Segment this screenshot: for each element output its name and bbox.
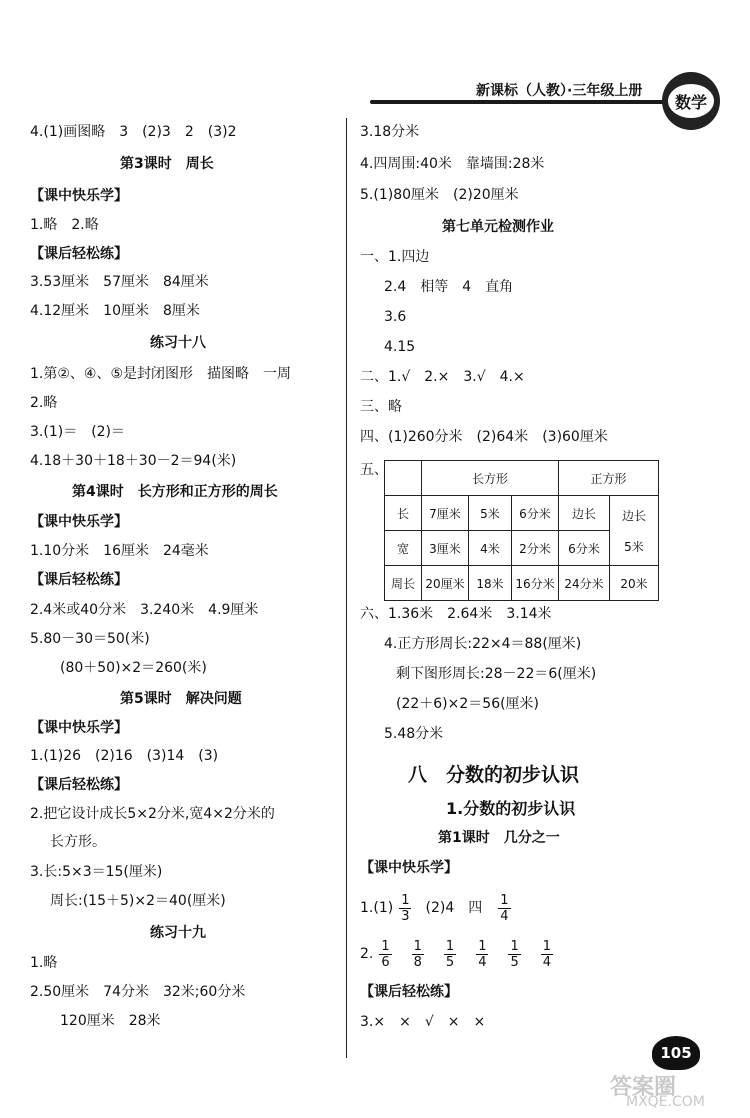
answer-line: 1.略 2.略 [30,217,99,233]
section-label: 【课中快乐学】 [30,514,128,530]
exercise-heading: 练习十九 [150,925,206,941]
answer-line: 四、(1)260分米 (2)64米 (3)60厘米 [360,429,608,445]
answer-line: 2.4米或40分米 3.240米 4.9厘米 [30,602,259,618]
table-cell: 16分米 [512,566,559,601]
fraction: $\frac{1}{5}$ [445,938,455,970]
answer-line: 2.4 相等 4 直角 [384,279,514,295]
answer-line: (80＋50)×2＝260(米) [60,660,207,676]
table-cell: 20米 [610,566,659,601]
row-label: 长 [385,496,422,531]
answer-line: (22＋6)×2＝56(厘米) [396,696,540,712]
answer-line: 1.第②、④、⑤是封闭图形 描图略 一周 [30,366,292,382]
table-cell: 18米 [469,566,512,601]
table-cell: 5米 [469,496,512,531]
lesson-heading: 第3课时 周长 [120,156,214,172]
answer-line: 5.80－30＝50(米) [30,631,150,647]
table-cell: 6分米 [559,531,610,566]
lesson-heading: 第5课时 解决问题 [120,691,242,707]
answer-line: 3.18分米 [360,124,420,140]
table-cell: 20厘米 [422,566,469,601]
answer-line: 5.48分米 [384,726,444,742]
fraction: $\frac{1}{4}$ [478,938,487,970]
fraction: $\frac{1}{3}$ [401,892,410,924]
exercise-heading: 练习十八 [150,335,206,351]
row-label: 宽 [385,531,422,566]
watermark-logo: 答案圈 [610,1075,677,1100]
badge-label: 数学 [674,93,707,112]
section-label: 【课中快乐学】 [360,860,458,876]
answer-line: 4.15 [384,339,416,355]
answer-line: 2.50厘米 74分米 32米;60分米 [30,984,246,1000]
fraction: $\frac{1}{5}$ [510,938,519,970]
math-badge-icon [662,72,720,130]
table-cell: 边长 [621,508,646,523]
answer-line: 5.(1)80厘米 (2)20厘米 [360,187,519,203]
answer-line: 二、1.√ 2.× 3.√ 4.× [360,369,525,385]
answer-line: 六、1.36米 2.64米 3.14米 [360,606,552,622]
section-label: 【课中快乐学】 [30,720,128,736]
answer-line: 周长:(15＋5)×2＝40(厘米) [50,893,226,909]
fraction-answer-2: 2. $\frac{1}{6}$ $\frac{1}{8}$ $\frac{1}{5}$ $\frac{1}{4}$ $\frac{1}{5}$ $\frac{1}{4}$ [360,938,552,970]
answer-line: 三、略 [360,399,402,415]
table-cell: 边长 [559,496,610,531]
section-label: 【课后轻松练】 [360,984,458,1000]
answer-line: 4.12厘米 10厘米 8厘米 [30,303,200,319]
section-label: 【课后轻松练】 [30,777,128,793]
unit-test-heading: 第七单元检测作业 [442,219,554,235]
answer-line: 长方形。 [50,834,106,850]
section-label: 【课后轻松练】 [30,572,128,588]
answer-line: 4.四周围:40米 靠墙围:28米 [360,156,545,172]
page-number: 105 [660,1044,692,1062]
fraction: $\frac{1}{6}$ [381,938,390,970]
answer-line: 剩下图形周长:28－22＝6(厘米) [396,666,597,682]
table-cell: 7厘米 [422,496,469,531]
watermark-url: MXQE.COM [626,1094,705,1110]
fraction-answer-1: 1.(1) $\frac{1}{3}$ (2)4 四 $\frac{1}{4}$ [360,892,509,924]
answer-line: 120厘米 28米 [60,1013,161,1029]
header-rule [370,100,670,104]
answer-line: 3.6 [384,309,407,325]
rect-header: 长方形 [422,461,559,496]
answer-line: 3.(1)＝ (2)＝ [30,424,126,440]
header-title: 新课标（人教）·三年级上册 [476,83,643,99]
answer-line: 4.(1)画图略 3 (2)3 2 (3)2 [30,124,237,140]
section-label: 【课后轻松练】 [30,246,128,262]
answer-line: 1.(1)26 (2)16 (3)14 (3) [30,748,219,764]
answer-line: 4.18＋30＋18＋30－2＝94(米) [30,453,237,469]
perimeter-table [384,460,659,601]
answer-line: 2.把它设计成长5×2分米,宽4×2分米的 [30,806,275,822]
unit-title: 八 分数的初步认识 [408,764,580,786]
answer-line: 3.长:5×3＝15(厘米) [30,864,163,880]
lesson-heading: 第4课时 长方形和正方形的周长 [72,484,278,500]
table-cell: 4米 [469,531,512,566]
answer-line: 3.× × √ × × [360,1014,486,1030]
chapter-subtitle: 1.分数的初步认识 [446,799,576,818]
table-cell: 2分米 [512,531,559,566]
answer-line: 2.略 [30,395,58,411]
table-cell: 24分米 [559,566,610,601]
fraction: $\frac{1}{4}$ [500,892,509,924]
table-cell: 6分米 [512,496,559,531]
answer-line: 1.略 [30,955,58,971]
answer-line: 1.10分米 16厘米 24毫米 [30,543,209,559]
fraction: $\frac{1}{4}$ [542,938,552,970]
lesson-heading: 第1课时 几分之一 [438,830,560,846]
answer-line: 一、1.四边 [360,249,430,265]
row-label: 周长 [385,566,422,601]
section-label: 【课中快乐学】 [30,188,128,204]
column-divider [346,118,347,1058]
answer-line: 五、 [360,462,388,478]
page-number-badge [652,1036,700,1070]
fraction: $\frac{1}{8}$ [413,938,422,970]
answer-line: 4.正方形周长:22×4＝88(厘米) [384,636,582,652]
table-cell: 3厘米 [422,531,469,566]
answer-line: 3.53厘米 57厘米 84厘米 [30,274,209,290]
table-cell: 5米 [624,539,644,554]
square-header: 正方形 [559,461,659,496]
